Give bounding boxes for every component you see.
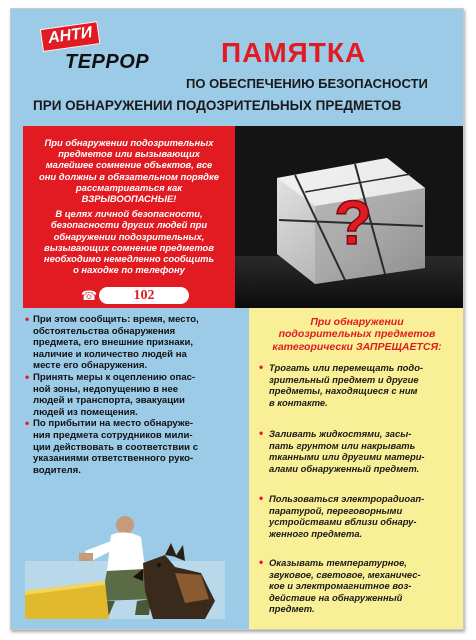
bullet-icon: • — [259, 360, 264, 374]
warning-text-b — [23, 204, 235, 275]
warning-line: рассматриваться как — [75, 181, 183, 193]
item-line: предметы, находящиеся с ним — [269, 385, 418, 397]
heading-line: При обнаружении — [310, 316, 404, 328]
list-item — [25, 314, 241, 372]
list-item — [25, 372, 241, 418]
prohibited-item — [259, 428, 459, 474]
package-illustration — [235, 126, 464, 308]
actions-list — [25, 314, 241, 476]
list-line: ния предмета сотрудников мили- — [33, 429, 193, 441]
warning-line: предметов или вызывающих — [58, 148, 200, 160]
bullet-icon: • — [259, 426, 264, 440]
warning-panel — [23, 126, 235, 308]
police-dog-photo — [25, 507, 225, 619]
poster — [10, 8, 464, 630]
list-line: наличие и количество людей на — [33, 348, 187, 360]
warning-text-a — [23, 126, 235, 204]
warning-line: вызывающих сомнение предметов — [44, 241, 214, 253]
bullet-icon: • — [259, 555, 264, 569]
warning-line: При обнаружении подозрительных — [44, 137, 214, 148]
list-item — [25, 418, 241, 476]
warning-line: В целях личной безопасности, — [55, 208, 203, 220]
list-line: ции действовать в соответствии с — [33, 441, 199, 453]
warning-line: о находке по телефону — [73, 264, 185, 276]
list-line: водителя. — [33, 464, 81, 476]
item-line: устройствами вблизи обнару- — [269, 516, 417, 528]
subtitle-line-1: ПО ОБЕСПЕЧЕНИЮ БЕЗОПАСНОСТИ — [186, 76, 428, 91]
page-title: ПАМЯТКА — [221, 37, 367, 68]
heading-line: подозрительных предметов — [278, 328, 436, 341]
heading-line: категорически ЗАПРЕЩАЕТСЯ: — [272, 340, 442, 353]
subtitle-line-2: ПРИ ОБНАРУЖЕНИИ ПОДОЗРИТЕЛЬНЫХ ПРЕДМЕТОВ — [33, 98, 402, 113]
prohibited-panel — [249, 308, 464, 630]
prohibited-item — [259, 493, 459, 539]
item-line: Трогать или перемещать подо- — [269, 362, 424, 373]
warning-line: ВЗРЫВООПАСНЫЕ! — [81, 193, 177, 205]
list-line: указаниями ответственного руко- — [33, 453, 194, 465]
prohibited-item — [259, 557, 459, 615]
list-line: людей из помещения. — [33, 406, 138, 418]
list-line: • При этом сообщить: время, место, — [33, 314, 199, 325]
list-line: • Принять меры к оцеплению опас- — [33, 371, 196, 383]
list-line: предмета, его внешние признаки, — [33, 337, 194, 349]
item-line: предмет. — [269, 603, 315, 615]
item-line: звуковое, световое, механичес- — [269, 568, 421, 580]
item-line: кое и электромагнитное воз- — [269, 580, 412, 592]
header — [11, 9, 464, 127]
item-line: женного предмета. — [269, 527, 363, 539]
warning-line: малейшее сомнение объектов, все — [45, 159, 213, 171]
anti-terror-logo — [43, 24, 153, 81]
question-mark: ? — [334, 189, 372, 258]
warning-line: они должны в обязательном порядке — [39, 170, 219, 182]
prohibited-heading — [249, 316, 464, 353]
item-line: зрительный предмет и другие — [269, 373, 419, 385]
list-line: ной зоны, недопущению в нее — [33, 383, 179, 395]
phone-number: 102 — [99, 287, 189, 304]
item-line: Пользоваться электрорадиоап- — [269, 493, 425, 504]
list-line: людей и транспорта, эвакуации — [33, 395, 185, 407]
item-line: действие на обнаруженный — [269, 591, 403, 603]
item-line: в контакте. — [269, 396, 328, 408]
logo-anti: АНТИ — [40, 21, 101, 52]
item-line: пать грунтом или накрывать — [269, 439, 416, 451]
list-line: • По прибытии на место обнаруже- — [33, 418, 194, 430]
officer-and-dog-illustration — [25, 507, 225, 619]
item-line: Оказывать температурное, — [269, 557, 407, 568]
prohibited-item — [259, 362, 459, 408]
list-line: обстоятельства обнаружения — [33, 325, 176, 337]
item-line: тканными или другими матери- — [269, 451, 425, 463]
suspicious-package-photo — [235, 126, 464, 308]
warning-line: обнаружении подозрительных, — [53, 230, 205, 242]
warning-line: необходимо немедленно сообщить — [43, 253, 215, 265]
telephone-icon: ☎ — [81, 288, 98, 303]
list-line: месте его обнаружения. — [33, 360, 148, 372]
phone-row — [23, 287, 235, 305]
bullet-icon: • — [259, 491, 264, 505]
item-line: алами обнаруженный предмет. — [269, 462, 420, 474]
warning-line: безопасности других людей при — [50, 219, 208, 231]
item-line: Заливать жидкостями, засы- — [269, 428, 412, 439]
item-line: паратурой, переговорными — [269, 504, 403, 516]
logo-terror: ТЕРРОР — [65, 51, 150, 73]
